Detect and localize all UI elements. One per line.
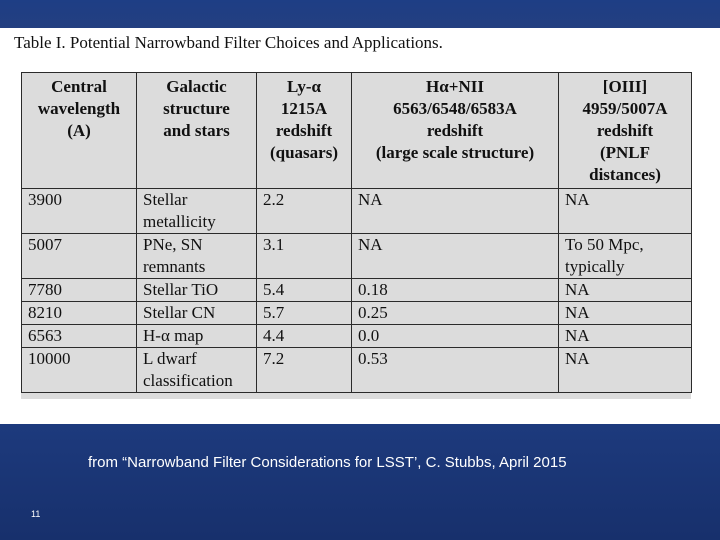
cell-wavelength: 8210	[22, 302, 137, 325]
table-header-row	[22, 73, 692, 189]
table-row	[22, 325, 692, 348]
cell-h-alpha: 0.25	[352, 302, 559, 325]
cell-h-alpha: 0.53	[352, 348, 559, 393]
cell-ly-alpha: 4.4	[257, 325, 352, 348]
header-h-alpha-nii: Hα+NII 6563/6548/6583A redshift (large scale structure)	[352, 73, 559, 189]
cell-wavelength: 6563	[22, 325, 137, 348]
cell-galactic: Stellar CN	[137, 302, 257, 325]
table-row	[22, 348, 692, 393]
cell-wavelength: 5007	[22, 234, 137, 279]
source-citation: from “Narrowband Filter Considerations for LSST’, C. Stubbs, April 2015	[88, 454, 567, 471]
cell-ly-alpha: 7.2	[257, 348, 352, 393]
footer-band	[0, 424, 720, 540]
cell-oiii: NA	[559, 189, 692, 234]
cell-h-alpha: NA	[352, 189, 559, 234]
cell-h-alpha: 0.18	[352, 279, 559, 302]
cell-oiii: NA	[559, 279, 692, 302]
cell-oiii: To 50 Mpc, typically	[559, 234, 692, 279]
cell-ly-alpha: 2.2	[257, 189, 352, 234]
table-caption: Table I. Potential Narrowband Filter Choices and Applications.	[14, 33, 443, 52]
table-frame	[21, 72, 691, 399]
table-row	[22, 189, 692, 234]
cell-ly-alpha: 5.4	[257, 279, 352, 302]
table-row	[22, 279, 692, 302]
header-oiii: [OIII] 4959/5007A redshift (PNLF distances)	[559, 73, 692, 189]
cell-wavelength: 3900	[22, 189, 137, 234]
cell-wavelength: 10000	[22, 348, 137, 393]
table-row	[22, 234, 692, 279]
cell-wavelength: 7780	[22, 279, 137, 302]
cell-galactic: Stellar metallicity	[137, 189, 257, 234]
cell-oiii: NA	[559, 325, 692, 348]
cell-h-alpha: NA	[352, 234, 559, 279]
filter-table	[21, 72, 692, 393]
cell-ly-alpha: 3.1	[257, 234, 352, 279]
cell-h-alpha: 0.0	[352, 325, 559, 348]
cell-oiii: NA	[559, 302, 692, 325]
cell-galactic: L dwarf classification	[137, 348, 257, 393]
cell-ly-alpha: 5.7	[257, 302, 352, 325]
header-ly-alpha: Ly-α 1215A redshift (quasars)	[257, 73, 352, 189]
header-galactic-structure: Galactic structure and stars	[137, 73, 257, 189]
slide-number: 11	[31, 509, 41, 519]
cell-galactic: Stellar TiO	[137, 279, 257, 302]
table-row	[22, 302, 692, 325]
cell-galactic: PNe, SN remnants	[137, 234, 257, 279]
top-bar	[0, 0, 720, 28]
cell-galactic: H-α map	[137, 325, 257, 348]
header-central-wavelength: Central wavelength (A)	[22, 73, 137, 189]
cell-oiii: NA	[559, 348, 692, 393]
